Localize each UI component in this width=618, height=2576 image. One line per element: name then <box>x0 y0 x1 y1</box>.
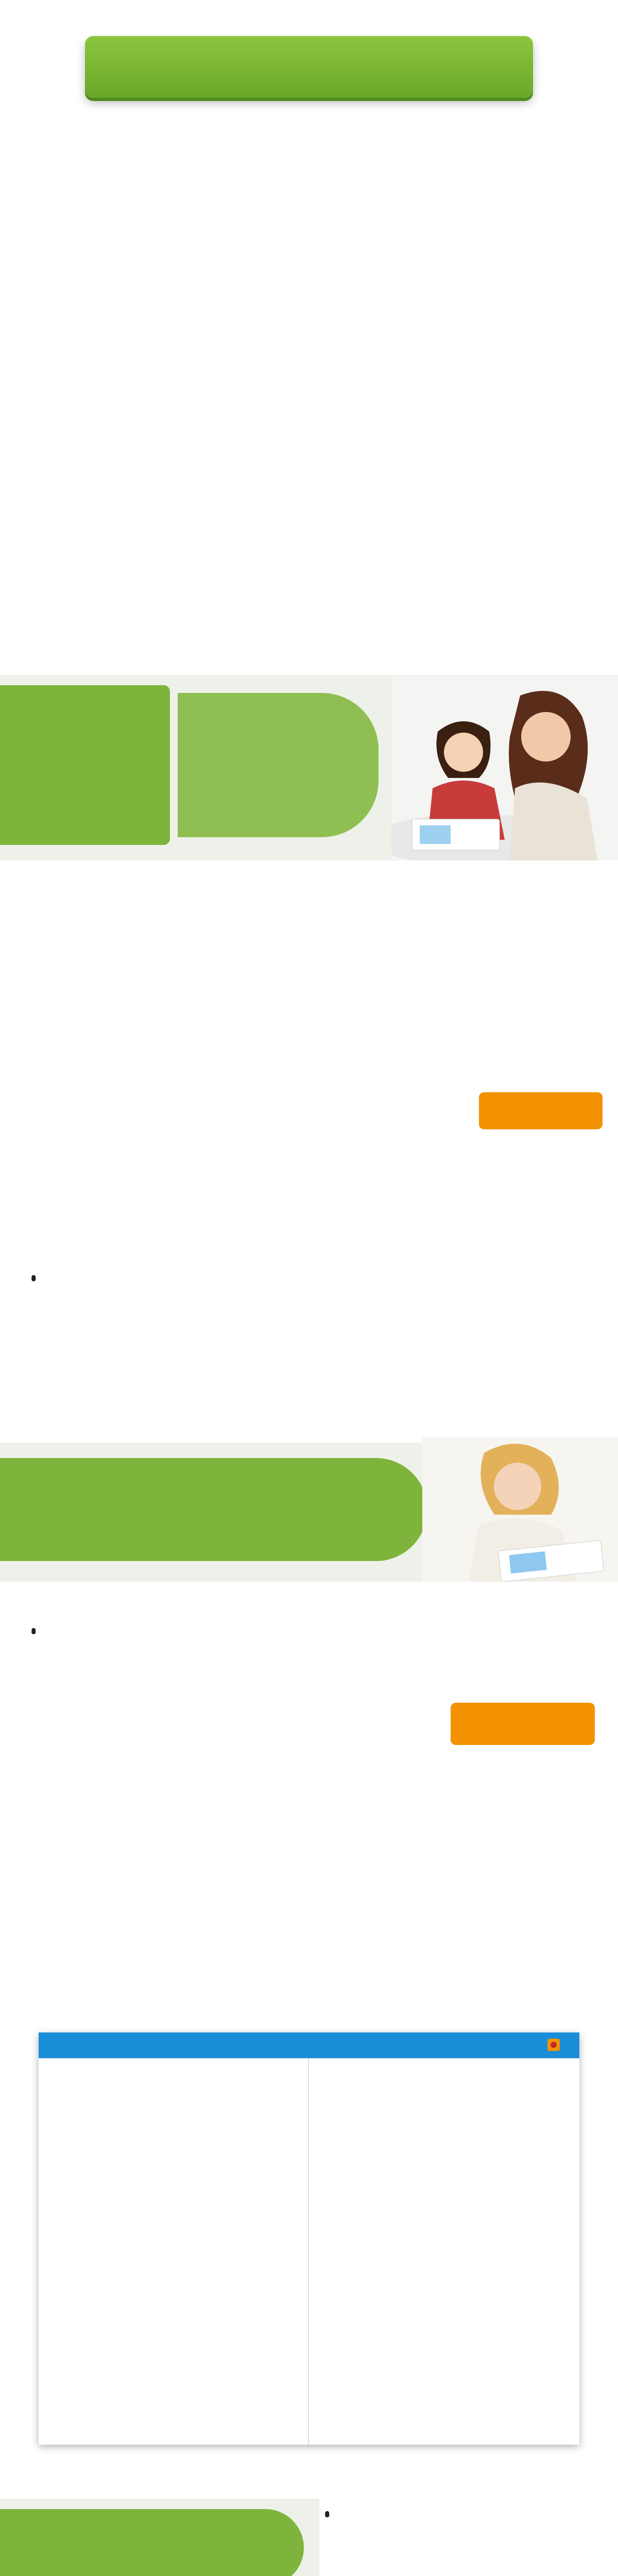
photo-mother-child <box>391 675 618 860</box>
left-page-grid <box>57 2084 294 2393</box>
set-bullets <box>31 1267 597 1269</box>
skills-callout <box>0 2509 304 2576</box>
skills-list <box>324 2504 608 2506</box>
title-banner <box>85 36 533 98</box>
panel-number-strip-2 <box>451 1703 595 1745</box>
panel-tiles-2 <box>451 1662 595 1698</box>
photo-girl-drawing <box>422 1437 618 1582</box>
matching-panel <box>479 1056 603 1133</box>
right-top-bar <box>309 2032 579 2058</box>
promo-text-box <box>178 693 379 837</box>
panel-tiles <box>479 1056 603 1087</box>
panel-bullets <box>31 1620 443 1622</box>
right-page <box>309 2032 579 2445</box>
promo2-callout <box>0 1458 427 1561</box>
left-page <box>39 2032 309 2445</box>
matching-panel-2 <box>451 1662 595 1749</box>
scissors-icon <box>543 2036 564 2056</box>
question-bar <box>39 2032 309 2058</box>
promo-callout <box>0 685 170 845</box>
workbook-spread <box>39 2032 579 2445</box>
right-page-grid <box>324 2084 564 2393</box>
panel-number-strip <box>479 1092 603 1129</box>
